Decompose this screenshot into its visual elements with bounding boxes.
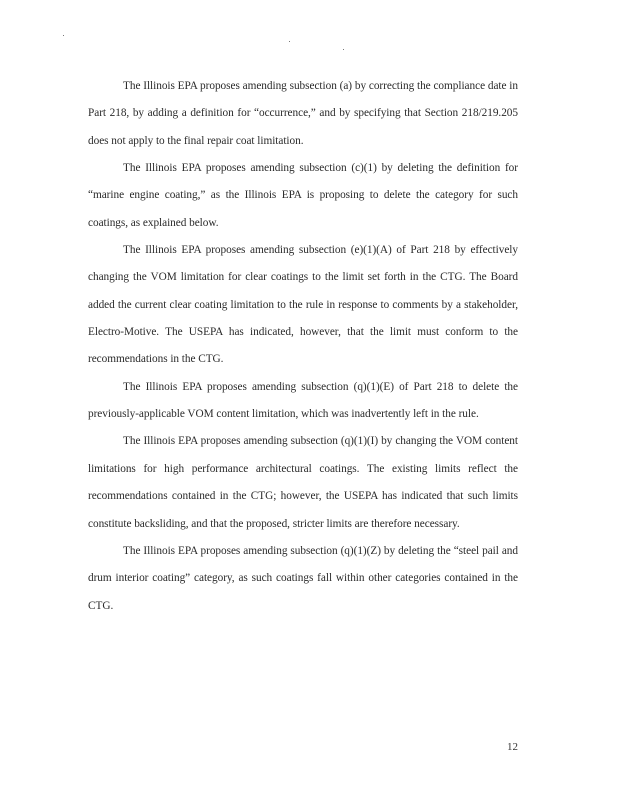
paragraph-subsection-a: The Illinois EPA proposes amending subsection (a) by correcting the compliance date in Part 218, by adding a definition for “occurrence,” and by specifying that Section 218/219.205 does not apply to the final repair coat limitation. (88, 80, 518, 147)
paragraph-subsection-q1e: The Illinois EPA proposes amending subsection (q)(1)(E) of Part 218 to delete the previously-applicable VOM content limitation, which was inadvertently left in the rule. (88, 380, 518, 421)
scan-speck (289, 41, 290, 42)
scan-speck (63, 35, 64, 36)
paragraph-subsection-q1i: The Illinois EPA proposes amending subsection (q)(1)(I) by changing the VOM content limitations for high performance architectural coatings. The existing limits reflect the recommendations contained in the CTG; however, the USEPA has indicated that such limits constitute backsliding, and that the proposed, stricter limits are therefore necessary. (88, 435, 518, 530)
paragraph-subsection-c1: The Illinois EPA proposes amending subsection (c)(1) by deleting the definition for “marine engine coating,” as the Illinois EPA is proposing to delete the category for such coatings, as explained below. (88, 162, 518, 229)
paragraph-subsection-q1z: The Illinois EPA proposes amending subsection (q)(1)(Z) by deleting the “steel pail and drum interior coating” category, as such coatings fall within other categories contained in the CTG. (88, 544, 518, 612)
scan-speck (343, 49, 344, 50)
paragraph-subsection-e1a: The Illinois EPA proposes amending subsection (e)(1)(A) of Part 218 by effectively changing the VOM limitation for clear coatings to the limit set forth in the CTG. The Board added the current clear coating limitation to the rule in response to comments by a stakeholder, Electro-Motive. The USEPA has indicated, however, that the limit must conform to the recommendations in the CTG. (88, 244, 518, 366)
document-body (88, 73, 518, 620)
page-number: 12 (507, 741, 518, 753)
